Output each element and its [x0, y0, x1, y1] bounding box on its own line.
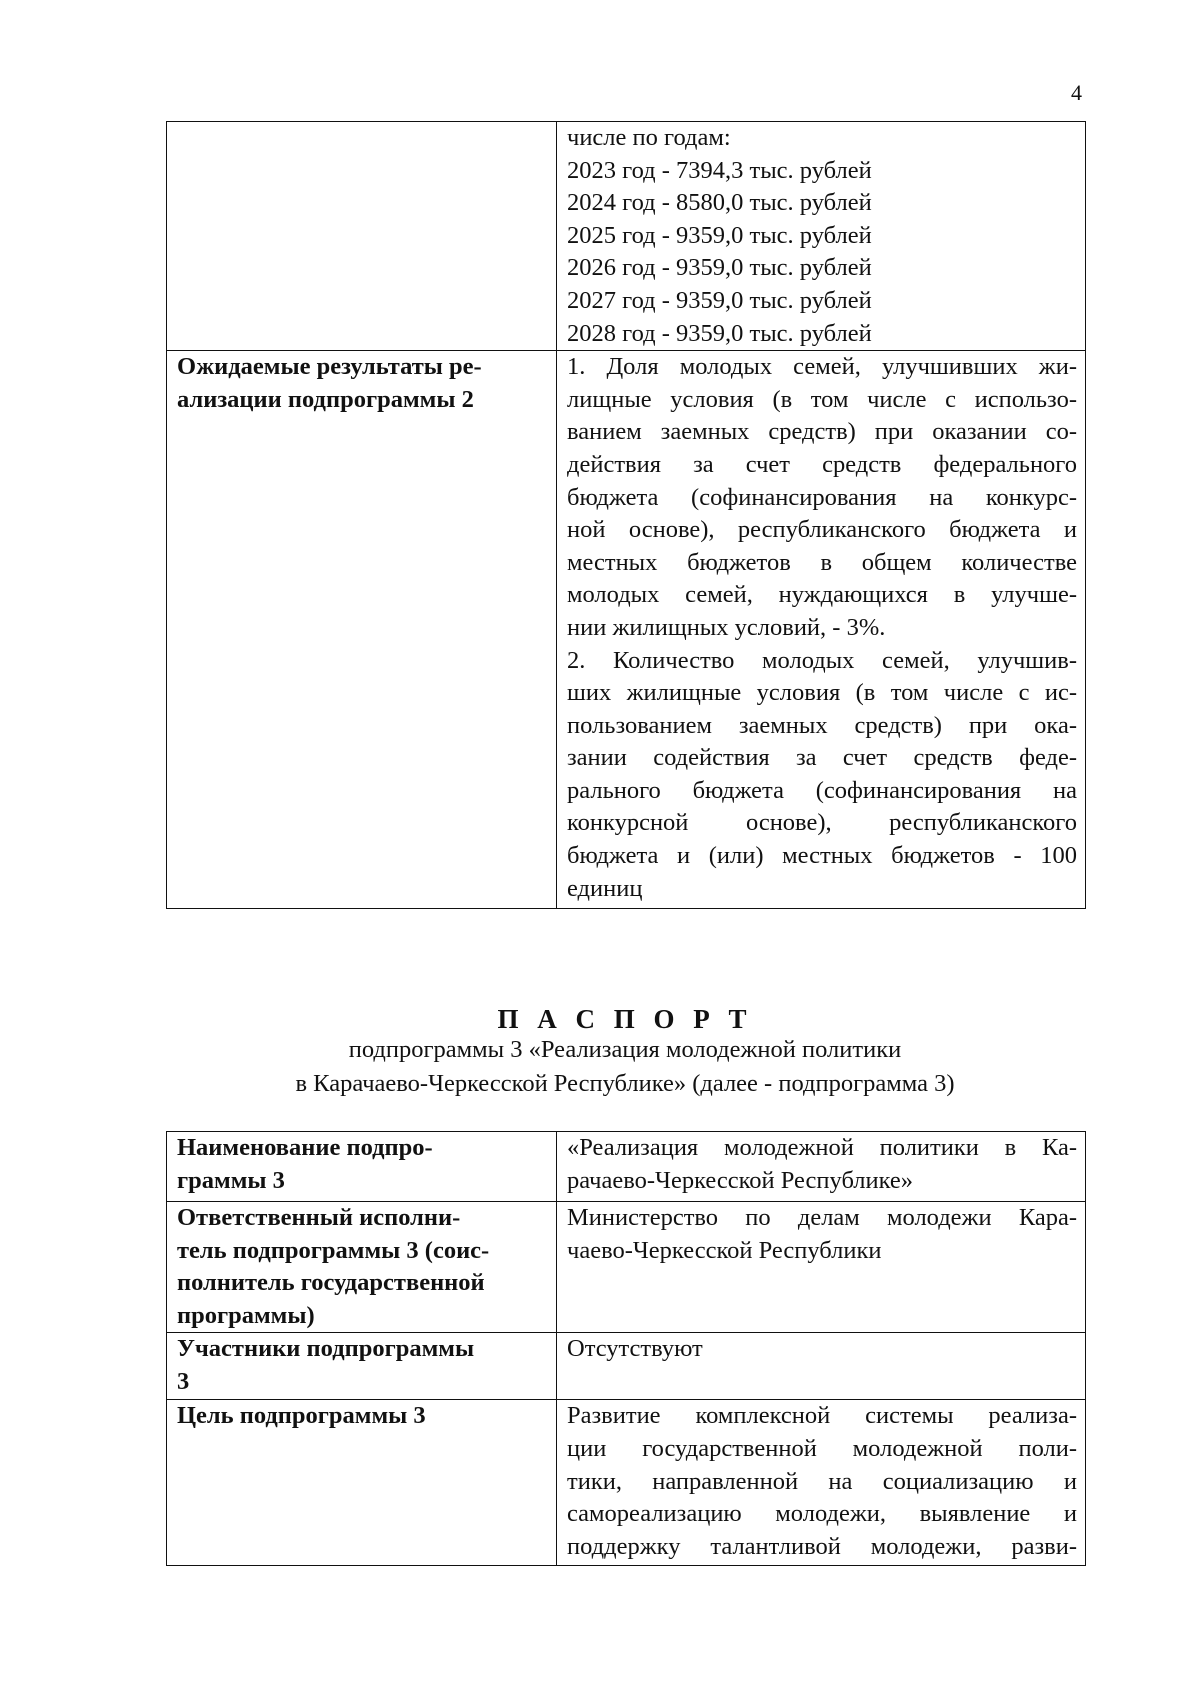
- participants-value-cell: [557, 1333, 1086, 1400]
- participants-label-cell: [167, 1333, 557, 1400]
- funding-line: числе по годам:: [567, 124, 731, 151]
- label-line: программы): [177, 1301, 315, 1329]
- results-line: бюджета (софинансирования на конкурс-: [567, 483, 1077, 511]
- results-line: ших жилищные условия (в том числе с ис-: [567, 679, 1077, 707]
- funding-value-cell: [557, 122, 1086, 351]
- table-row: [167, 122, 1086, 351]
- passport-subtitle-line: подпрограммы 3 «Реализация молодежной политики: [348, 1036, 902, 1063]
- subprogram-2-table: [166, 121, 1086, 909]
- results-line: молодых семей, нуждающихся в улучше-: [567, 581, 1077, 609]
- value-line: «Реализация молодежной политики в Ка-: [567, 1134, 1077, 1161]
- results-line: местных бюджетов в общем количестве: [567, 548, 1077, 576]
- table-row: [167, 1333, 1086, 1400]
- results-line: зании содействия за счет средств феде-: [567, 744, 1077, 772]
- results-line: действия за счет средств федерального: [567, 450, 1077, 478]
- label-line: Ответственный исполни-: [177, 1204, 461, 1231]
- passport-subtitle-line: в Карачаево-Черкесской Республике» (далее - подпрограмма 3): [295, 1070, 955, 1097]
- funding-line: 2025 год - 9359,0 тыс. рублей: [567, 221, 872, 249]
- results-line: 2. Количество молодых семей, улучшив-: [567, 646, 1077, 674]
- goal-label-cell: [167, 1400, 557, 1566]
- subprogram-3-passport-table: [166, 1131, 1086, 1566]
- value-line: Министерство по делам молодежи Кара-: [567, 1204, 1077, 1231]
- passport-title: П А С П О Р Т: [497, 1004, 753, 1034]
- value-line: поддержку талантливой молодежи, разви-: [567, 1532, 1077, 1560]
- results-line: единиц: [567, 874, 643, 902]
- funding-line: 2027 год - 9359,0 тыс. рублей: [567, 286, 872, 314]
- executor-value-cell: [557, 1202, 1086, 1333]
- results-line: нии жилищных условий, - 3%.: [567, 613, 886, 641]
- value-line: рачаево-Черкесской Республике»: [567, 1166, 914, 1194]
- funding-line: 2023 год - 7394,3 тыс. рублей: [567, 156, 872, 184]
- results-line: 1. Доля молодых семей, улучшивших жи-: [567, 353, 1077, 381]
- funding-label-cell: [167, 122, 557, 351]
- value-line: чаево-Черкесской Республики: [567, 1236, 882, 1264]
- funding-line: 2028 год - 9359,0 тыс. рублей: [567, 319, 872, 347]
- value-line: ции государственной молодежной поли-: [567, 1434, 1077, 1462]
- results-value-cell: [557, 351, 1086, 909]
- label-line: Ожидаемые результаты ре-: [177, 353, 482, 381]
- label-line: тель подпрограммы 3 (соис-: [177, 1236, 490, 1264]
- results-line: ной основе), республиканского бюджета и: [567, 516, 1077, 544]
- results-line: ванием заемных средств) при оказании со-: [567, 418, 1077, 446]
- executor-label-cell: [167, 1202, 557, 1333]
- value-line: самореализацию молодежи, выявление и: [567, 1500, 1077, 1528]
- table-row: [167, 351, 1086, 909]
- name-value-cell: [557, 1132, 1086, 1202]
- label-line: Цель подпрограммы 3: [177, 1402, 426, 1430]
- results-line: конкурсной основе), республиканского: [567, 809, 1077, 837]
- label-line: 3: [177, 1367, 190, 1395]
- label-line: граммы 3: [177, 1166, 285, 1194]
- label-line: полнитель государственной: [177, 1269, 485, 1297]
- name-label-cell: [167, 1132, 557, 1202]
- label-line: Наименование подпро-: [177, 1134, 433, 1161]
- results-line: бюджета и (или) местных бюджетов - 100: [567, 842, 1077, 870]
- value-line: Развитие комплексной системы реализа-: [567, 1402, 1077, 1430]
- funding-line: 2024 год - 8580,0 тыс. рублей: [567, 189, 872, 217]
- label-line: Участники подпрограммы: [177, 1335, 475, 1363]
- goal-value-cell: [557, 1400, 1086, 1566]
- label-line: ализации подпрограммы 2: [177, 385, 474, 413]
- value-line: тики, направленной на социализацию и: [567, 1467, 1077, 1495]
- results-line: рального бюджета (софинансирования на: [567, 776, 1077, 804]
- results-line: пользованием заемных средств) при ока-: [567, 711, 1077, 739]
- table-row: [167, 1202, 1086, 1333]
- table-row: [167, 1132, 1086, 1202]
- page-number: 4: [1071, 80, 1082, 105]
- table-row: [167, 1400, 1086, 1566]
- value-line: Отсутствуют: [567, 1335, 703, 1363]
- results-label-cell: [167, 351, 557, 909]
- funding-line: 2026 год - 9359,0 тыс. рублей: [567, 254, 872, 282]
- results-line: лищные условия (в том числе с использо-: [567, 385, 1077, 413]
